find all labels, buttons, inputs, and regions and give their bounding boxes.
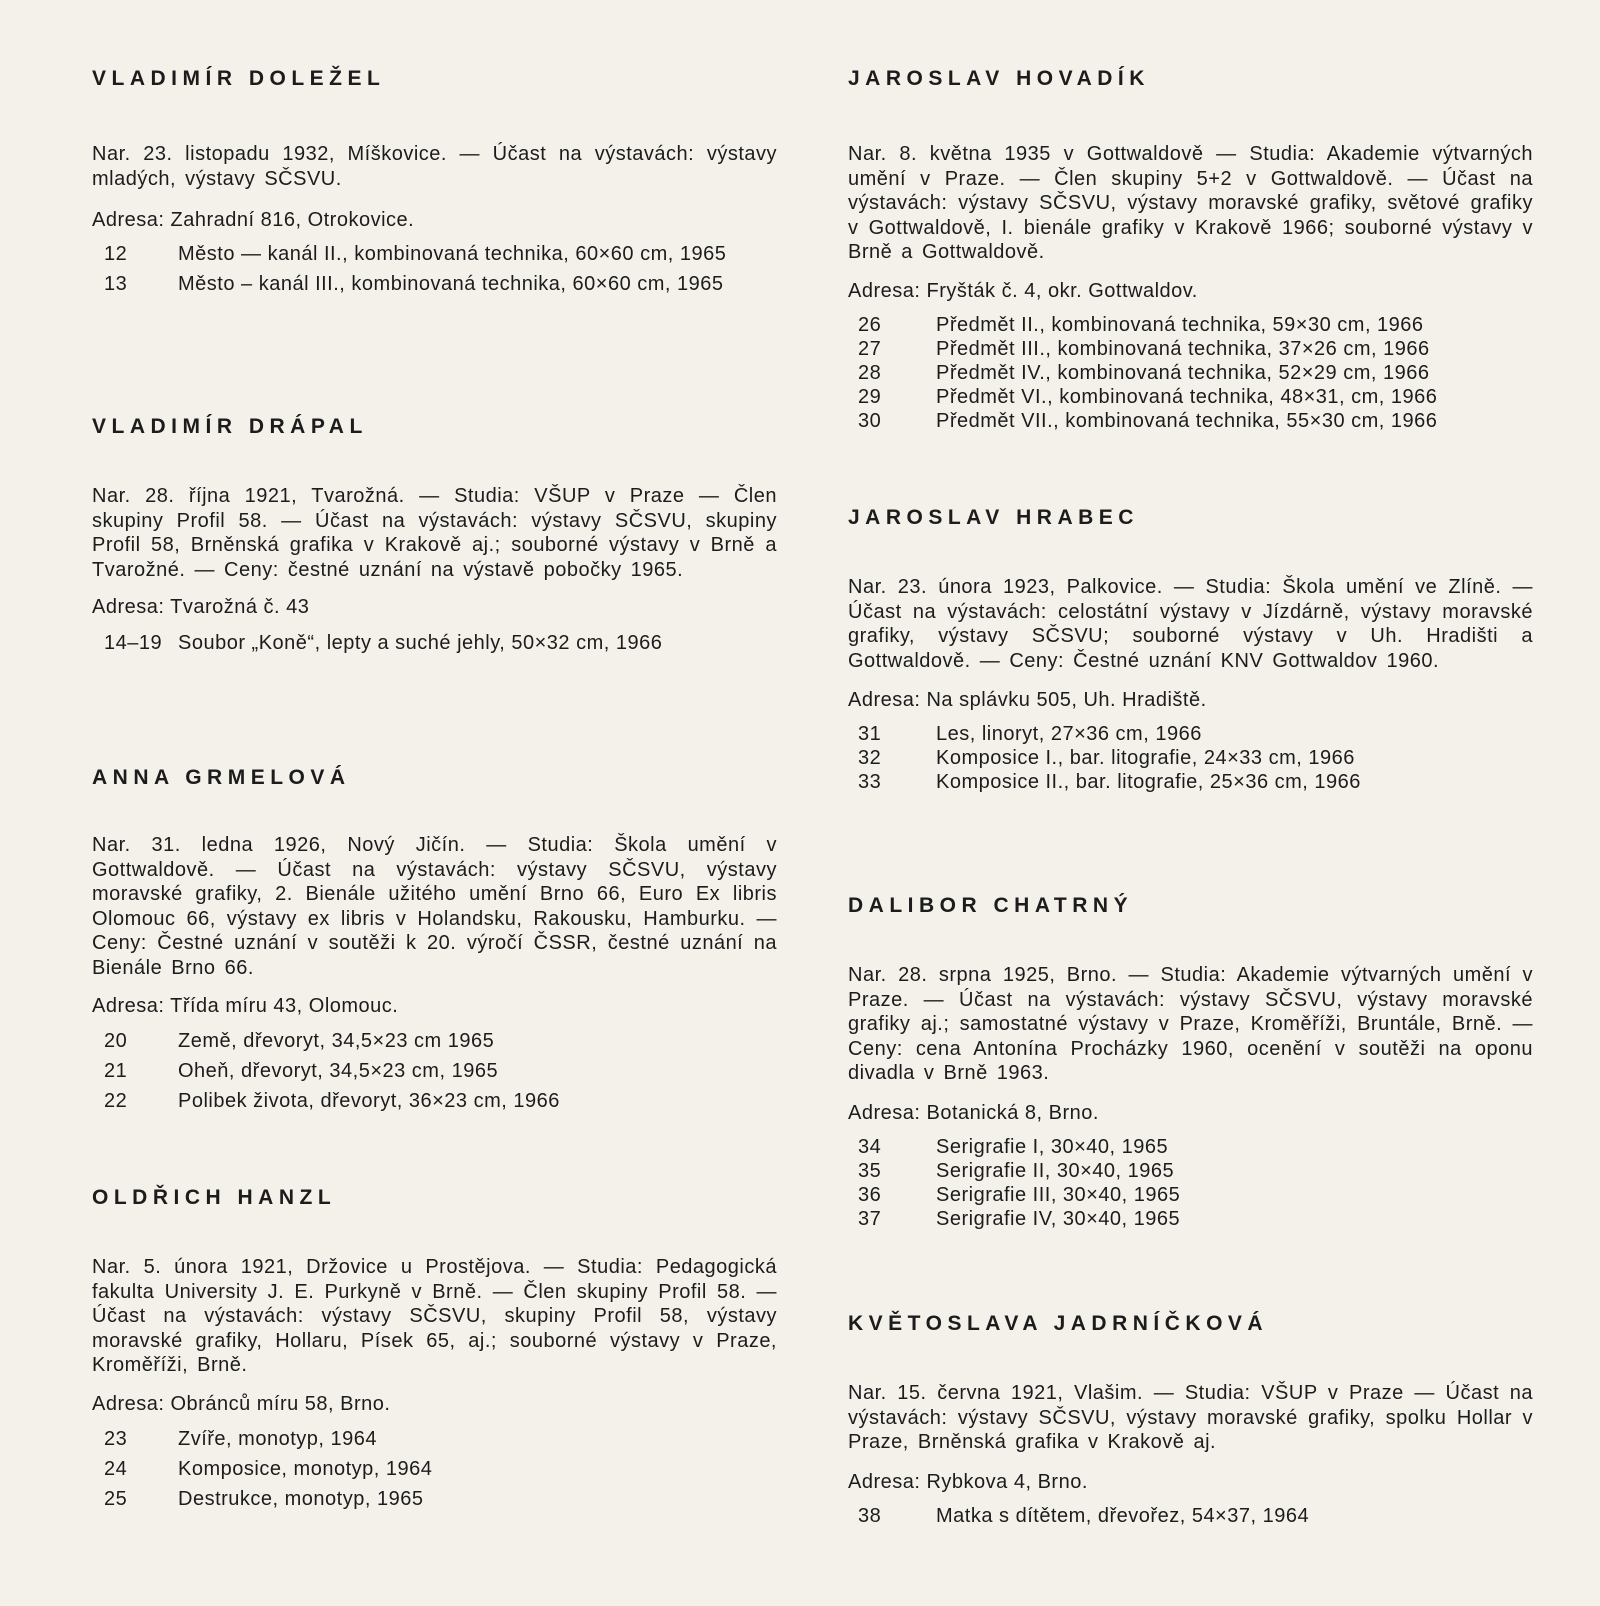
artist-bio: Nar. 28. října 1921, Tvarožná. — Studia: VŠUP v Praze — Člen skupiny Profil 58. — Účast na výstavách: výstavy SČSVU, skupiny Profil 58, Brněnská grafika v Krakově aj.; souborné výstavy v Brně a Tvarožné. — Ceny: čestné uznání na výstavě pobočky 1965. [92, 485, 777, 581]
artist-address: Adresa: Obránců míru 58, Brno. [92, 1392, 391, 1415]
work-item [92, 1089, 777, 1113]
work-item [92, 1059, 777, 1083]
artist-name: OLDŘICH HANZL [92, 1186, 337, 1209]
work-title: Serigrafie IV, 30×40, 1965 [936, 1207, 1181, 1230]
work-number: 14–19 [104, 632, 163, 654]
work-number: 28 [858, 361, 882, 384]
work-item [848, 746, 1533, 770]
work-item [92, 1457, 777, 1481]
work-item [92, 1487, 777, 1511]
work-number: 22 [104, 1090, 128, 1112]
work-title: Předmět IV., kombinovaná technika, 52×29 cm, 1966 [936, 361, 1430, 384]
artist-bio: Nar. 23. února 1923, Palkovice. — Studia: Škola umění ve Zlíně. — Účast na výstavách: celostátní výstavy v Jízdárně, výstavy moravské grafiky, výstavy SČSVU; souborné výstavy v Uh. Hradišti a Gottwaldově. — Ceny: Čestné uznání KNV Gottwaldov 1960. [848, 576, 1533, 672]
artist-entry [92, 1185, 777, 1517]
work-title: Město — kanál II., kombinovaná technika, 60×60 cm, 1965 [178, 243, 727, 265]
work-title: Předmět III., kombinovaná technika, 37×26 cm, 1966 [936, 337, 1430, 360]
work-number: 38 [858, 1504, 882, 1527]
artist-address: Adresa: Fryšták č. 4, okr. Gottwaldov. [848, 279, 1198, 302]
artist-bio: Nar. 23. listopadu 1932, Míškovice. — Účast na výstavách: výstavy mladých, výstavy SČSVU. [92, 143, 777, 190]
work-title: Matka s dítětem, dřevořez, 54×37, 1964 [936, 1504, 1310, 1527]
work-item [848, 1504, 1533, 1528]
artist-address: Adresa: Na splávku 505, Uh. Hradiště. [848, 689, 1207, 711]
work-number: 20 [104, 1030, 128, 1052]
work-title: Oheň, dřevoryt, 34,5×23 cm, 1965 [178, 1060, 499, 1082]
work-number: 37 [858, 1207, 882, 1230]
work-item [848, 313, 1533, 337]
work-title: Komposice II., bar. litografie, 25×36 cm, 1966 [936, 771, 1361, 793]
work-number: 36 [858, 1183, 882, 1206]
work-item [92, 631, 777, 655]
artist-bio: Nar. 8. května 1935 v Gottwaldově — Studia: Akademie výtvarných umění v Praze. — Člen skupiny 5+2 v Gottwaldově. — Účast na výstavách: výstavy SČSVU, výstavy moravské grafiky, světové grafiky v Gottwaldově, I. bienále grafiky v Krakově 1966; souborné výstavy v Brně a Gottwaldově. [848, 143, 1533, 263]
work-number: 24 [104, 1457, 128, 1480]
artist-name: JAROSLAV HRABEC [848, 506, 1139, 529]
works-list [848, 1135, 1533, 1231]
work-item [848, 1183, 1533, 1207]
work-item [848, 1135, 1533, 1159]
artist-address: Adresa: Tvarožná č. 43 [92, 596, 310, 618]
artist-bio: Nar. 5. února 1921, Držovice u Prostějova. — Studia: Pedagogická fakulta University J. E. Purkyně v Brně. — Člen skupiny Profil 58. — Účast na výstavách: výstavy SČSVU, skupiny Profil 58, výstavy moravské grafiky, Hollaru, Písek 65, aj.; souborné výstavy v Praze, Kroměříži, Brně. [92, 1256, 777, 1376]
artist-name: KVĚTOSLAVA JADRNÍČKOVÁ [848, 1312, 1269, 1335]
work-title: Komposice, monotyp, 1964 [178, 1457, 433, 1480]
work-number: 32 [858, 747, 882, 769]
artist-bio: Nar. 28. srpna 1925, Brno. — Studia: Akademie výtvarných umění v Praze. — Účast na výstavách: výstavy SČSVU, výstavy moravské grafiky aj.; samostatné výstavy v Praze, Kroměříži, Bruntále, Brně. — Ceny: cena Antonína Procházky 1960, ocenění v soutěži na oponu divadla v Brně 1963. [848, 964, 1533, 1084]
artist-name: ANNA GRMELOVÁ [92, 766, 351, 789]
work-title: Země, dřevoryt, 34,5×23 cm 1965 [178, 1030, 495, 1052]
work-title: Zvíře, monotyp, 1964 [178, 1427, 377, 1450]
artist-entry [92, 66, 777, 302]
works-list [92, 631, 777, 655]
work-item [92, 1029, 777, 1053]
artist-entry [848, 66, 1533, 433]
work-title: Předmět VII., kombinovaná technika, 55×30 cm, 1966 [936, 409, 1438, 432]
work-number: 13 [104, 273, 128, 295]
works-list [848, 313, 1533, 433]
work-number: 21 [104, 1060, 128, 1082]
artist-entry [848, 505, 1533, 794]
work-title: Polibek života, dřevoryt, 36×23 cm, 1966 [178, 1090, 560, 1112]
work-title: Soubor „Koně“, lepty a suché jehly, 50×32 cm, 1966 [178, 632, 663, 654]
work-number: 29 [858, 385, 882, 408]
work-title: Serigrafie I, 30×40, 1965 [936, 1135, 1169, 1158]
work-item [92, 1427, 777, 1451]
work-item [848, 770, 1533, 794]
artist-name: VLADIMÍR DOLEŽEL [92, 67, 386, 90]
artist-bio: Nar. 15. června 1921, Vlašim. — Studia: VŠUP v Praze — Účast na výstavách: výstavy SČSVU, výstavy moravské grafiky, spolku Hollar v Praze, Brněnská grafika v Krakově aj. [848, 1382, 1533, 1453]
work-item [848, 385, 1533, 409]
work-item [848, 1159, 1533, 1183]
work-title: Les, linoryt, 27×36 cm, 1966 [936, 723, 1202, 745]
work-item [92, 272, 777, 296]
work-number: 33 [858, 771, 882, 793]
work-item [848, 1207, 1533, 1231]
work-title: Předmět II., kombinovaná technika, 59×30 cm, 1966 [936, 313, 1424, 336]
artist-address: Adresa: Třída míru 43, Olomouc. [92, 995, 399, 1017]
work-number: 31 [858, 723, 882, 745]
work-item [848, 722, 1533, 746]
artist-entry [92, 414, 777, 661]
work-number: 12 [104, 243, 128, 265]
artist-bio: Nar. 31. ledna 1926, Nový Jičín. — Studia: Škola umění v Gottwaldově. — Účast na výstavách: výstavy SČSVU, výstavy moravské grafiky, 2. Bienále užitého umění Brno 66, Euro Ex libris Olomouc 66, výstavy ex libris v Holandsku, Rakousku, Hamburku. — Ceny: Čestné uznání v soutěži k 20. výročí ČSSR, čestné uznání na Bienále Brno 66. [92, 834, 777, 979]
artist-entry [848, 893, 1533, 1231]
work-item [848, 337, 1533, 361]
work-number: 30 [858, 409, 882, 432]
artist-address: Adresa: Botanická 8, Brno. [848, 1101, 1099, 1124]
work-item [848, 361, 1533, 385]
work-number: 34 [858, 1135, 882, 1158]
works-list [848, 1504, 1533, 1528]
artist-entry [848, 1311, 1533, 1528]
work-item [848, 409, 1533, 433]
work-title: Předmět VI., kombinovaná technika, 48×31, cm, 1966 [936, 385, 1438, 408]
work-item [92, 242, 777, 266]
artist-name: JAROSLAV HOVADÍK [848, 67, 1150, 90]
artist-address: Adresa: Rybkova 4, Brno. [848, 1470, 1088, 1493]
artist-name: VLADIMÍR DRÁPAL [92, 415, 368, 438]
artist-name: DALIBOR CHATRNÝ [848, 894, 1134, 917]
artist-entry [92, 765, 777, 1119]
work-number: 27 [858, 337, 882, 360]
works-list [92, 1029, 777, 1113]
works-list [92, 242, 777, 296]
work-number: 23 [104, 1427, 128, 1450]
works-list [92, 1427, 777, 1511]
work-title: Serigrafie III, 30×40, 1965 [936, 1183, 1181, 1206]
work-number: 35 [858, 1159, 882, 1182]
work-number: 26 [858, 313, 882, 336]
work-title: Destrukce, monotyp, 1965 [178, 1487, 424, 1510]
work-title: Komposice I., bar. litografie, 24×33 cm, 1966 [936, 747, 1355, 769]
work-title: Město – kanál III., kombinovaná technika, 60×60 cm, 1965 [178, 273, 724, 295]
works-list [848, 722, 1533, 794]
work-number: 25 [104, 1487, 128, 1510]
work-title: Serigrafie II, 30×40, 1965 [936, 1159, 1175, 1182]
artist-address: Adresa: Zahradní 816, Otrokovice. [92, 209, 415, 231]
